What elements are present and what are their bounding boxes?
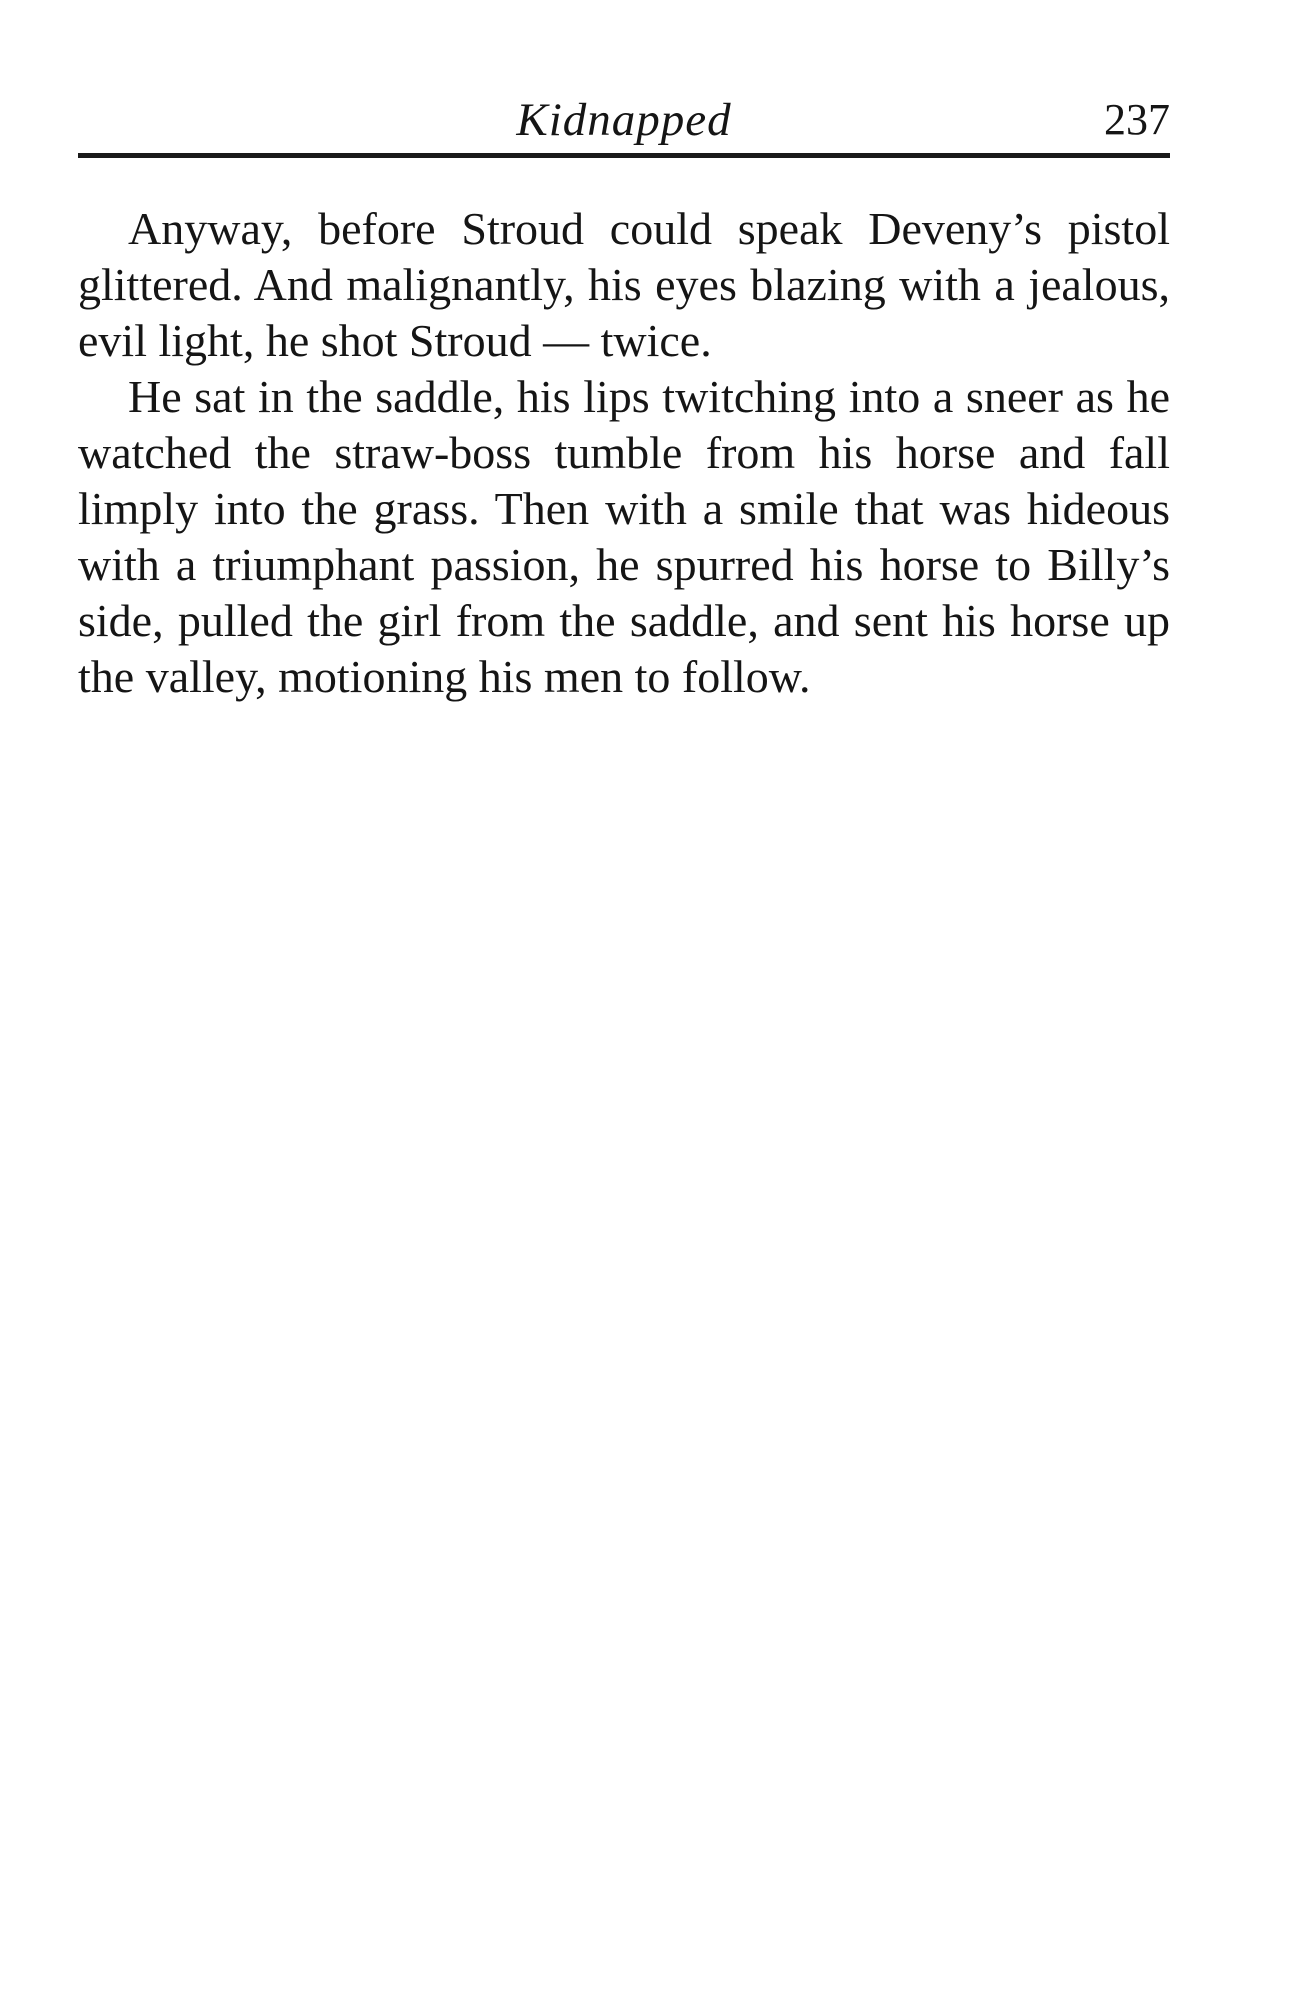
page-number: 237 (1104, 95, 1170, 144)
running-head (78, 92, 1170, 152)
header-rule (78, 153, 1170, 158)
body-text (78, 201, 1170, 705)
chapter-title: Kidnapped (516, 94, 732, 146)
paragraph: He sat in the saddle, his lips twitching into a sneer as he watched the straw-boss tumble from his horse and fall limply into the grass. Then with a smile that was hideous with a triumphant passion, he spurred his horse to Billy’s side, pulled the girl from the saddle, and sent his horse up the valley, motioning his men to follow. (78, 371, 1170, 702)
paragraph: Anyway, before Stroud could speak Deveny’s pistol glittered. And malignantly, his eyes blazing with a jealous, evil light, he shot Stroud — twice. (78, 203, 1170, 366)
